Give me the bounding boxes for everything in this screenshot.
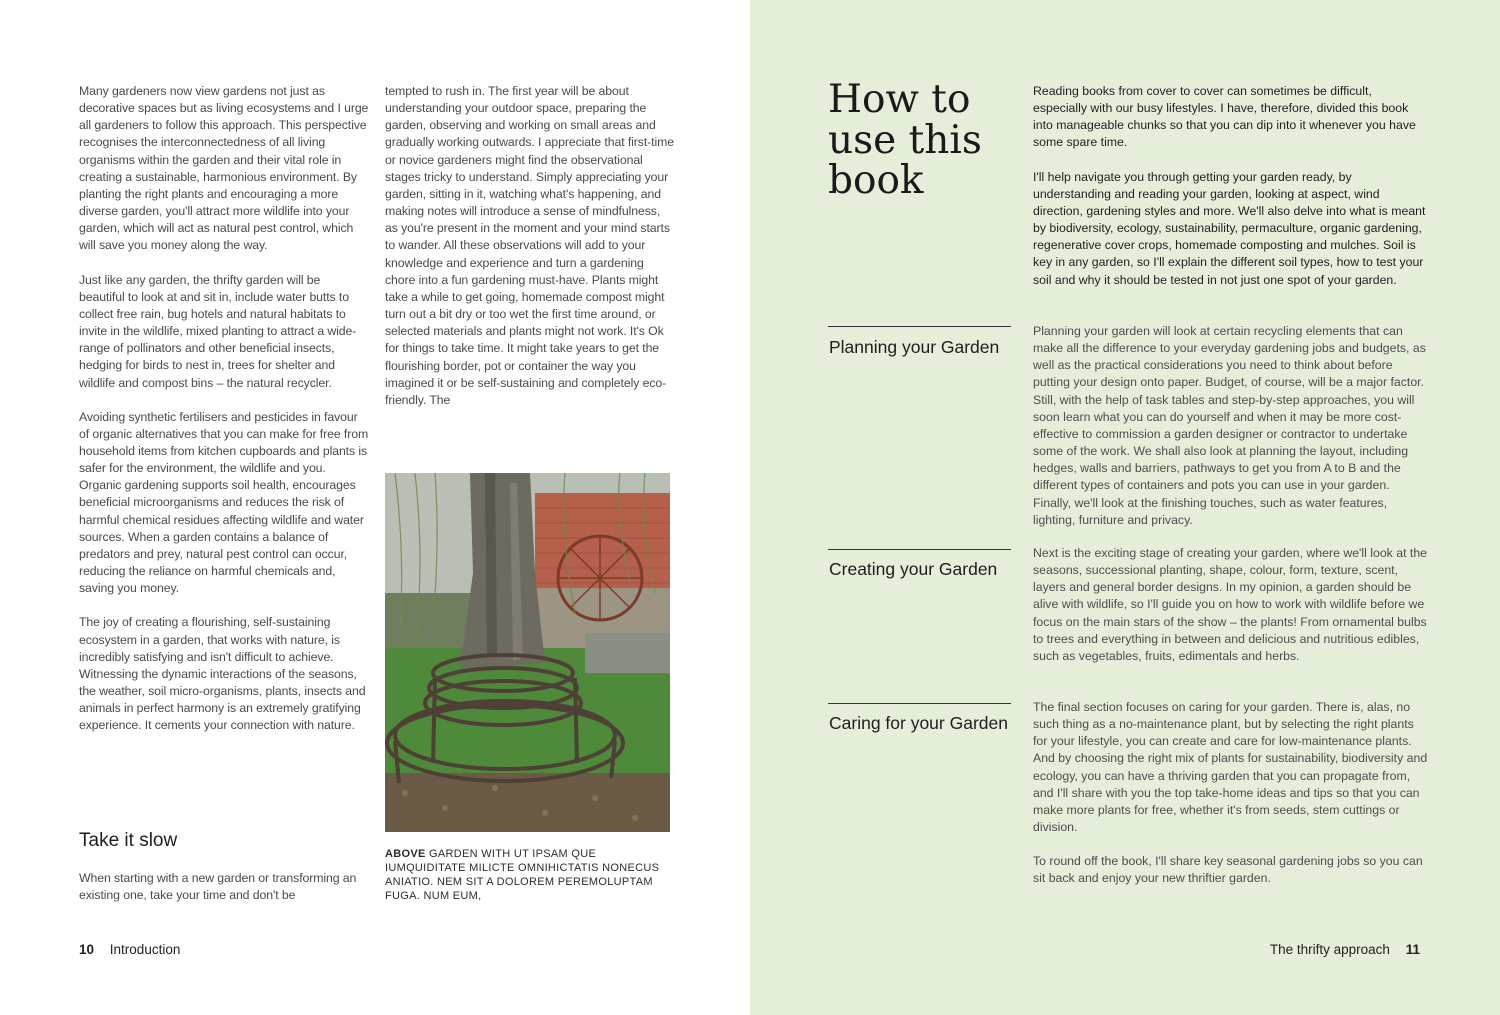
section-divider [828,549,1011,550]
take-it-slow-heading: Take it slow [79,830,178,851]
creating-heading: Creating your Garden [829,559,998,579]
column-2-text [385,83,675,426]
running-head: Introduction [109,942,181,957]
page-title: How to use this book [828,77,982,203]
caption-text: GARDEN WITH UT IPSAM QUE IUMQUIDITATE MILICTE OMNIHICTATIS NONECUS ANIATIO. NEM SIT A DOLOREM PEREMOLUPTAM FUGA. NUM EUM, [385,848,660,902]
garden-tree-bench-photo [385,473,670,832]
section-paragraph: Planning your garden will look at certain recycling elements that can make all the difference to your everyday gardening jobs and budgets, as well as the practical considerations you need to think about before putting your design onto paper. Budget, of course, will be a major factor. Still, with the help of task tables and step-by-step approaches, you will soon learn what you can do yourself and when it may be more cost-effective to commission a garden designer or contractor to undertake some of the work. We shall also look at planning the layout, including hedges, walls and barriers, pathways to get you from A to B and the different types of containers and pots you can use in your garden. Finally, we'll look at the finishing touches, such as water features, lighting, furniture and privacy. [1033,324,1426,527]
body-paragraph: tempted to rush in. The first year will be about understanding your outdoor space, preparing the garden, observing and working on small areas and gradually working outwards. I appreciate that first-time or novice gardeners might find the observational stages tricky to understand. Simply appreciating your garden, sitting in it, watching what's happening, and making notes will introduce a sense of mindfulness, as you're present in the moment and your mind starts to wander. All these observations will add to your knowledge and experience and turn a gardening chore into a fun gardening must-have. Plants might take a while to get going, homemade compost might turn out a bit dry or too wet the first time around, or selected materials and plants might not work. It's Ok for things to take time. It might take years to get the flourishing border, pot or container the way you imagined it or be self-sustaining and completely eco-friendly. The [385,84,674,407]
caption-lead: ABOVE [385,848,426,860]
page-number: 10 [79,942,95,957]
section-paragraph: To round off the book, I'll share key seasonal gardening jobs so you can sit back and enjoy your new thriftier garden. [1033,854,1423,886]
intro-text [1033,83,1428,306]
section-divider [828,703,1011,704]
body-paragraph: Avoiding synthetic fertilisers and pesticides in favour of organic alternatives that you can make for free from household items from kitchen cupboards and plants is safer for the environment, the wildlife and you. Organic gardening supports soil health, encourages beneficial microorganisms and reduces the risk of harmful chemical residues affecting wildlife and water sources. When a garden contains a balance of predators and prey, natural pest control can occur, reducing the reliance on harmful chemicals and, saving you money. [79,409,369,596]
intro-paragraph: Reading books from cover to cover can sometimes be difficult, especially with our busy lifestyles. I have, therefore, divided this book into manageable chunks so that you can dip into it whenever you have some spare time. [1033,84,1416,150]
creating-text [1033,545,1428,682]
caring-heading: Caring for your Garden [829,713,1008,733]
body-paragraph: Just like any garden, the thrifty garden will be beautiful to look at and sit in, include water butts to collect free rain, bug hotels and natural habitats to invite in the wildlife, mixed planting to attract a wide-range of pollinators and other beneficial insects, hedging for birds to nest in, trees for shelter and wildlife and compost bins – the natural recycler. [79,272,357,390]
planning-heading: Planning your Garden [829,337,1000,357]
right-folio [1270,942,1420,957]
photo-caption [385,847,670,903]
section-paragraph: Next is the exciting stage of creating your garden, where we'll look at the seasons, successional planting, shape, colour, form, texture, scent, layers and general border designs. In my opinion, a garden should be alive with wildlife, so I'll guide you on how to work with wildlife before we focus on the main stars of the show – the plants! From ornamental bulbs to trees and everything in between and delicious and nutritious edibles, such as vegetables, fruits, edimentals and herbs. [1033,546,1428,663]
left-folio [79,942,180,957]
running-head: The thrifty approach [1269,942,1390,957]
planning-text [1033,323,1428,546]
page-number: 11 [1405,942,1420,957]
column-1-text [79,83,369,751]
intro-paragraph: I'll help navigate you through getting your garden ready, by understanding and reading your garden, looking at aspect, wind direction, gardening styles and more. We'll also delve into what is meant by biodiversity, ecology, sustainability, permaculture, organic gardening, regenerative cover crops, homemade composting and mulches. Soil is key in any garden, so I'll explain the different soil types, how to test your soil and why it should be tested in not just one spot of your garden. [1033,169,1426,287]
body-paragraph: The joy of creating a flourishing, self-sustaining ecosystem in a garden, that works with nature, is incredibly satisfying and isn't difficult to achieve. Witnessing the dynamic interactions of the seasons, the weather, soil micro-organisms, plants, insects and animals in perfect harmony is an extremely gratifying experience. It cements your connection with nature. [79,615,366,733]
section-paragraph: The final section focuses on caring for your garden. There is, alas, no such thing as a no-maintenance plant, but by selecting the right plants for your lifestyle, you can create and care for low-maintenance plants. And by choosing the right mix of plants for sustainability, biodiversity and ecology, you can have a thriving garden that you can propagate from, and I'll share with you the top take-home ideas and tips so that you can make more plants for free, whether it's from seeds, stem cuttings or division. [1033,700,1428,835]
caring-text [1033,699,1428,905]
heading-following-text: When starting with a new garden or transforming an existing one, take your time and don't be [79,871,357,903]
body-paragraph: Many gardeners now view gardens not just as decorative spaces but as living ecosystems and I urge all gardeners to follow this approach. This perspective recognises the interconnectedness of all living organisms within the garden and their vital role in creating a sustainable, harmonious environment. By planting the right plants and encouraging a more diverse garden, you'll attract more wildlife into your garden, which will act as natural pest control, which will save you money along the way. [79,84,369,253]
section-divider [828,326,1011,327]
